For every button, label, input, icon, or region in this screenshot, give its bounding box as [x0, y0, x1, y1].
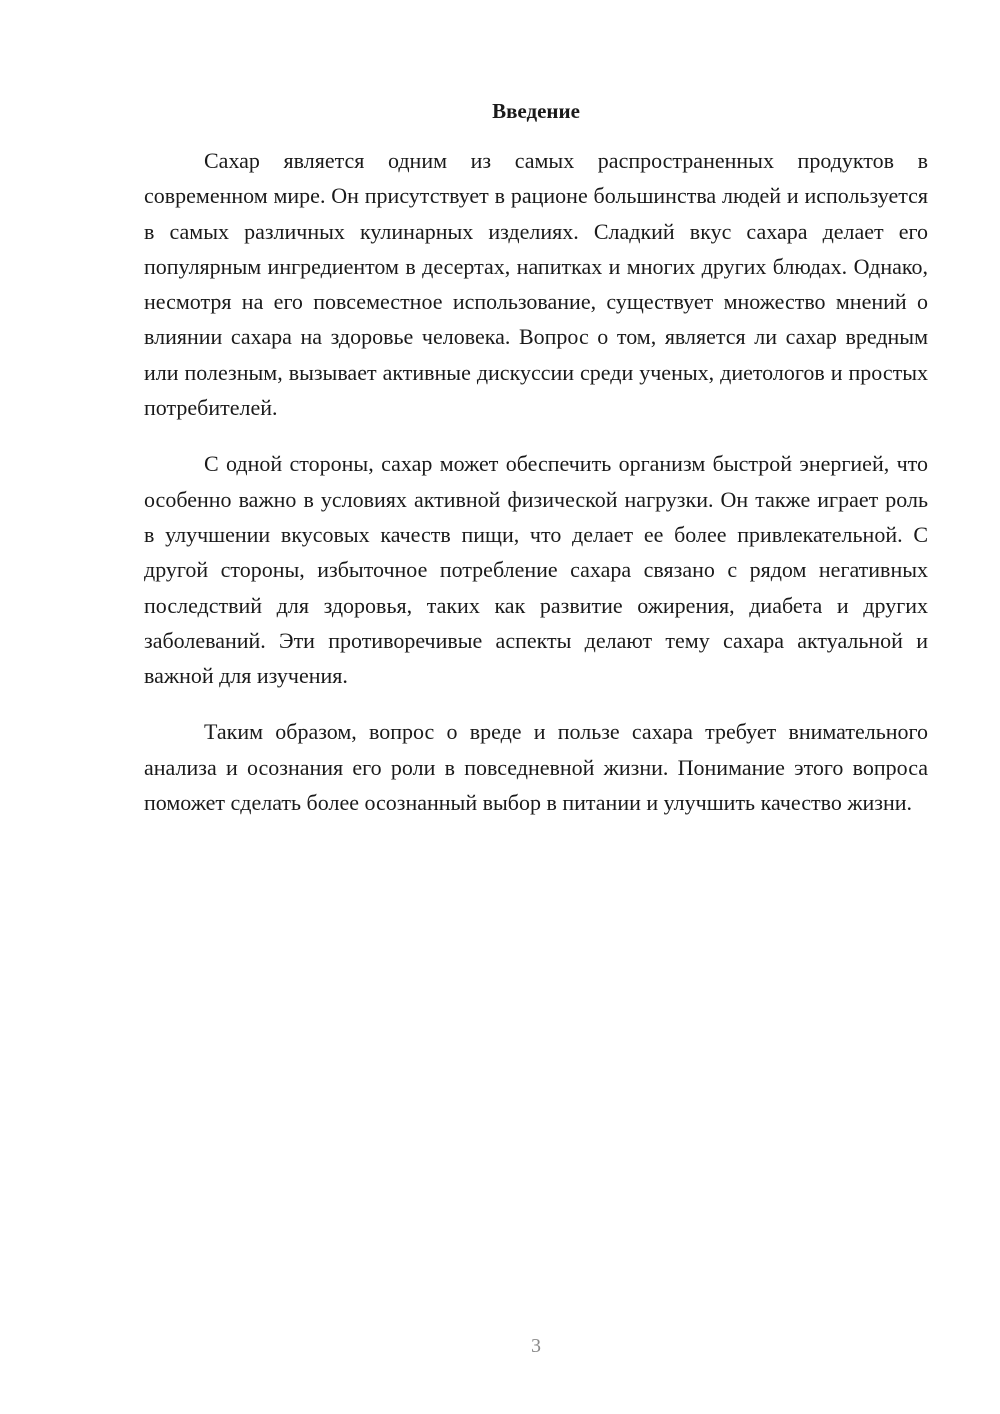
paragraph-2: С одной стороны, сахар может обеспечить организм быстрой энергией, что особенно важно в условиях активной физической нагрузки. Он также играет роль в улучшении вкусовых качеств пищи, что делает ее более привлекательной. С другой стороны, избыточное потребление сахара связано с рядом негативных последствий для здоровья, таких как развитие ожирения, диабета и других заболеваний. Эти противоречивые аспекты делают тему сахара актуальной и важной для изучения.: [144, 451, 928, 689]
page-number: 3: [531, 1335, 541, 1357]
section-heading: Введение: [492, 99, 580, 123]
paragraph-3: Таким образом, вопрос о вреде и пользе сахара требует внимательного анализа и осознания его роли в повседневной жизни. Понимание этого вопроса поможет сделать более осознанный выбор в питании и улучшить качество жизни.: [144, 719, 928, 816]
body-text: [144, 143, 928, 841]
paragraph-1: Сахар является одним из самых распространенных продуктов в современном мире. Он присутствует в рационе большинства людей и используется в самых различных кулинарных изделиях. Сладкий вкус сахара делает его популярным ингредиентом в десертах, напитках и многих других блюдах. Однако, несмотря на его повсеместное использование, существует множество мнений о влиянии сахара на здоровье человека. Вопрос о том, является ли сахар вредным или полезным, вызывает активные дискуссии среди ученых, диетологов и простых потребителей.: [144, 148, 928, 421]
